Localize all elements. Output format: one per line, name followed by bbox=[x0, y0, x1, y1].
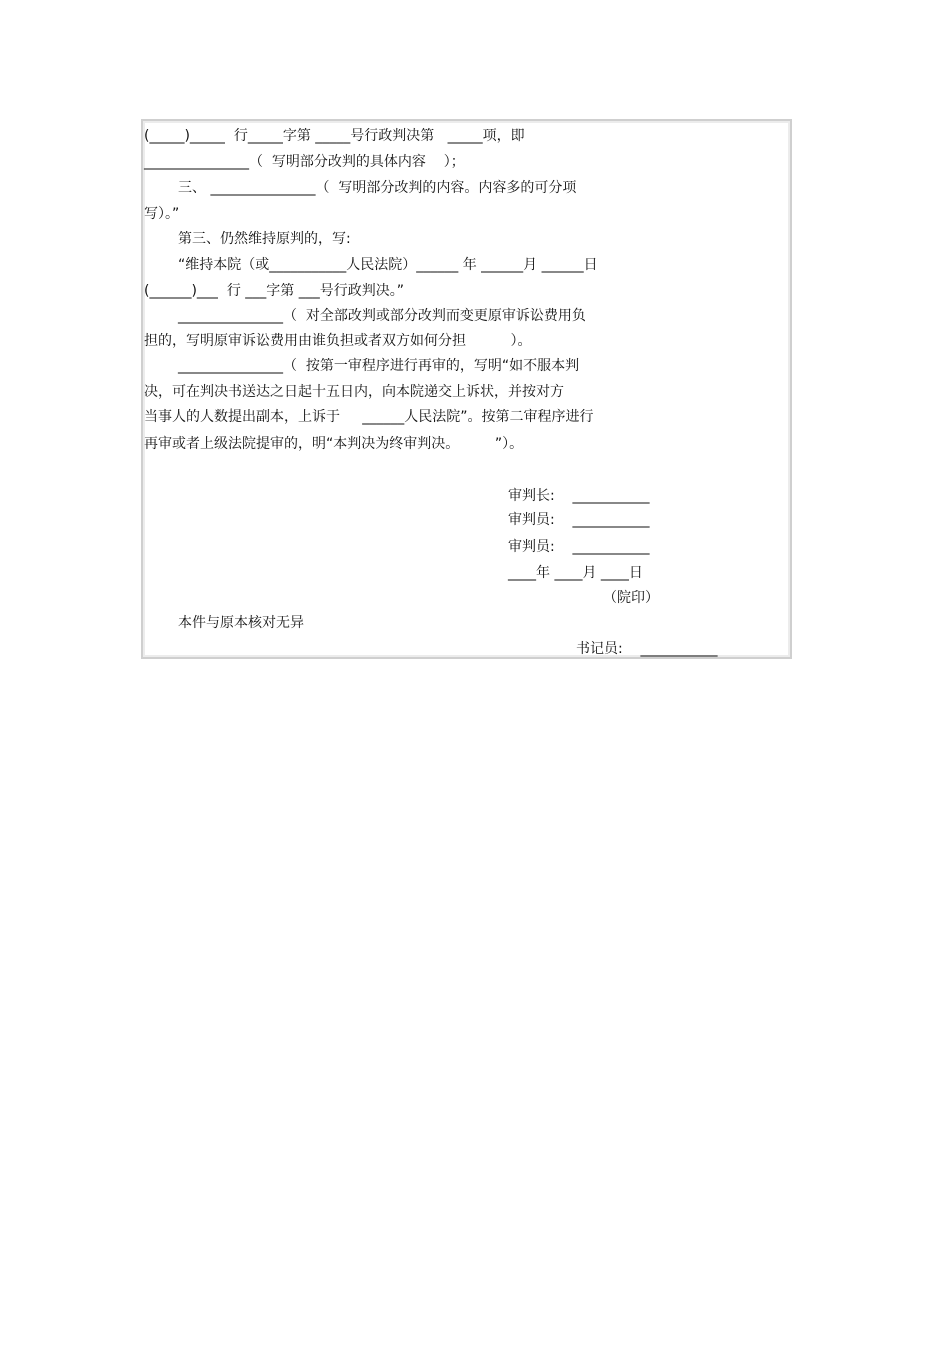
text-line-10: _______________（ 按第一审程序进行再审的，写明“如不服本判 bbox=[178, 358, 580, 374]
text-line-7: (______)___ 行 ___字第 ___号行政判决。” bbox=[144, 283, 404, 299]
text-line-3: 三、 _______________（ 写明部分改判的内容。内容多的可分项 bbox=[178, 180, 577, 196]
text-line-6: “维持本院（或___________人民法院）______ 年 ______月 ______日 bbox=[178, 257, 598, 273]
court-seal-label: （院印） bbox=[603, 590, 659, 606]
judge-signature-2: 审判员: ___________ bbox=[508, 539, 650, 555]
text-line-8: _______________（ 对全部改判或部分改判而变更原审诉讼费用负 bbox=[178, 308, 586, 324]
text-line-1: (_____)_____ 行_____字第 _____号行政判决第 _____项，即 bbox=[144, 128, 525, 144]
text-line-13: 再审或者上级法院提审的，明“本判决为终审判决。 ”）。 bbox=[144, 436, 524, 452]
text-line-9: 担的，写明原审诉讼费用由谁负担或者双方如何分担 ）。 bbox=[144, 333, 532, 349]
text-line-5: 第三、仍然维持原判的，写: bbox=[178, 231, 351, 247]
text-line-2: _______________（ 写明部分改判的具体内容 ）； bbox=[144, 154, 465, 170]
text-line-4: 写）。” bbox=[144, 206, 180, 222]
clerk-signature: 书记员: ___________ bbox=[576, 641, 718, 657]
judge-signature-1: 审判员: ___________ bbox=[508, 512, 650, 528]
text-line-11: 决，可在判决书送达之日起十五日内，向本院递交上诉状，并按对方 bbox=[144, 384, 564, 400]
judgment-date: ____年 ____月 ____日 bbox=[508, 565, 643, 581]
text-line-12: 当事人的人数提出副本，上诉于 ______人民法院”。按第二审程序进行 bbox=[144, 409, 594, 425]
verification-note: 本件与原本核对无异 bbox=[178, 615, 304, 631]
chief-judge-signature: 审判长: ___________ bbox=[508, 488, 650, 504]
